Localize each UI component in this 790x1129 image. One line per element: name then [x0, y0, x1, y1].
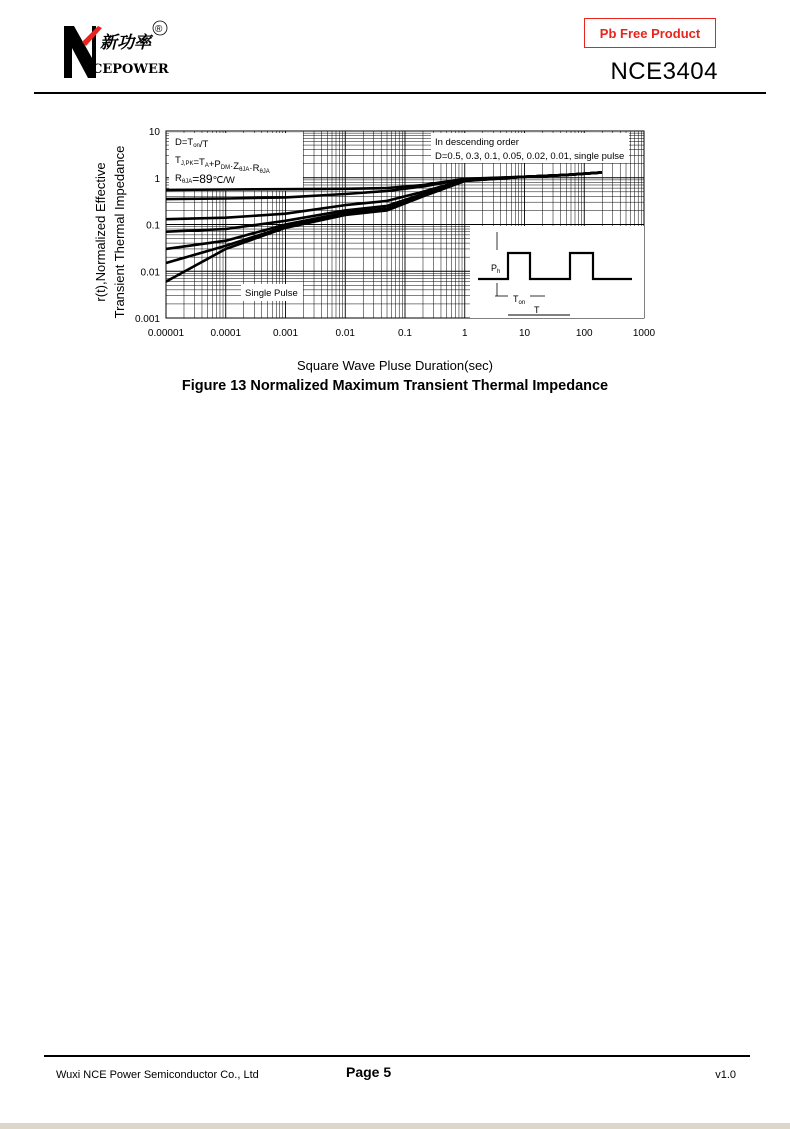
footer-divider — [44, 1055, 750, 1057]
ton-subscript: on — [518, 300, 526, 306]
x-tick-label: 10 — [518, 328, 531, 339]
company-name: Wuxi NCE Power Semiconductor Co., Ltd — [56, 1069, 259, 1081]
legend-text: D=T — [175, 137, 194, 148]
y-axis-title-line1: r(t),Normalized Effective — [93, 162, 108, 302]
x-axis-title: Square Wave Pluse Duration(sec) — [296, 358, 494, 373]
legend-duty-values: D=0.5, 0.3, 0.1, 0.05, 0.02, 0.01, single pulse — [435, 151, 625, 162]
legend-unit: ℃/W — [212, 175, 235, 186]
single-pulse-label: Single Pulse — [245, 288, 298, 299]
bottom-strip — [0, 1123, 790, 1129]
thermal-impedance-chart — [0, 0, 790, 360]
y-tick-label: 0.1 — [146, 220, 160, 232]
ph-label: $P_h$ — [491, 263, 501, 275]
legend-sub: on — [193, 143, 200, 149]
x-tick-label: 0.01 — [335, 328, 355, 339]
legend-sub: θJA — [259, 169, 270, 175]
logo-chinese: 新功率 — [100, 33, 151, 53]
x-tick-label: 1000 — [632, 328, 656, 339]
x-tick-label: 100 — [575, 328, 593, 339]
legend-text: T — [175, 155, 181, 166]
legend-sub: DM — [220, 165, 231, 171]
ton-label: $T_{on}$ — [513, 294, 526, 306]
y-tick-label: 0.01 — [140, 267, 160, 279]
legend-sub: A — [204, 163, 209, 169]
legend-sub: θJA — [239, 167, 250, 173]
ph-subscript: h — [497, 269, 501, 275]
legend-value: =89 — [192, 172, 213, 186]
pb-free-badge: Pb Free Product — [584, 18, 716, 48]
x-tick-label: 0.001 — [272, 328, 299, 339]
x-tick-label: 0.00001 — [147, 328, 185, 339]
x-tick-label: 0.0001 — [210, 328, 242, 339]
y-tick-label: 0.001 — [134, 314, 160, 325]
part-number: NCE3404 — [610, 58, 718, 85]
x-tick-label: 0.1 — [398, 328, 412, 339]
y-axis-title — [93, 146, 127, 319]
legend-text: ·R — [249, 163, 260, 174]
legend-text: R — [175, 173, 182, 184]
version: v1.0 — [715, 1069, 736, 1081]
legend-text: +P — [208, 159, 221, 170]
page-number: Page 5 — [346, 1064, 392, 1080]
registered-mark: ® — [155, 24, 163, 35]
period-label: T — [534, 305, 540, 315]
legend-sub: θJA — [181, 179, 193, 185]
y-tick-label: 1 — [154, 173, 160, 185]
legend-text: ·Z — [230, 161, 240, 172]
y-tick-label: 10 — [148, 127, 160, 138]
legend-text: /T — [199, 139, 209, 150]
x-tick-label: 1 — [461, 328, 468, 339]
legend-order-note: In descending order — [435, 137, 519, 148]
legend-sub: J,PK — [180, 161, 194, 167]
logo-english: CEPOWER — [92, 62, 169, 77]
y-axis-title-line2: Transient Thermal Impedance — [112, 145, 127, 319]
figure-caption: Figure 13 Normalized Maximum Transient Thermal Impedance — [181, 378, 609, 394]
legend-text: =T — [193, 157, 205, 168]
